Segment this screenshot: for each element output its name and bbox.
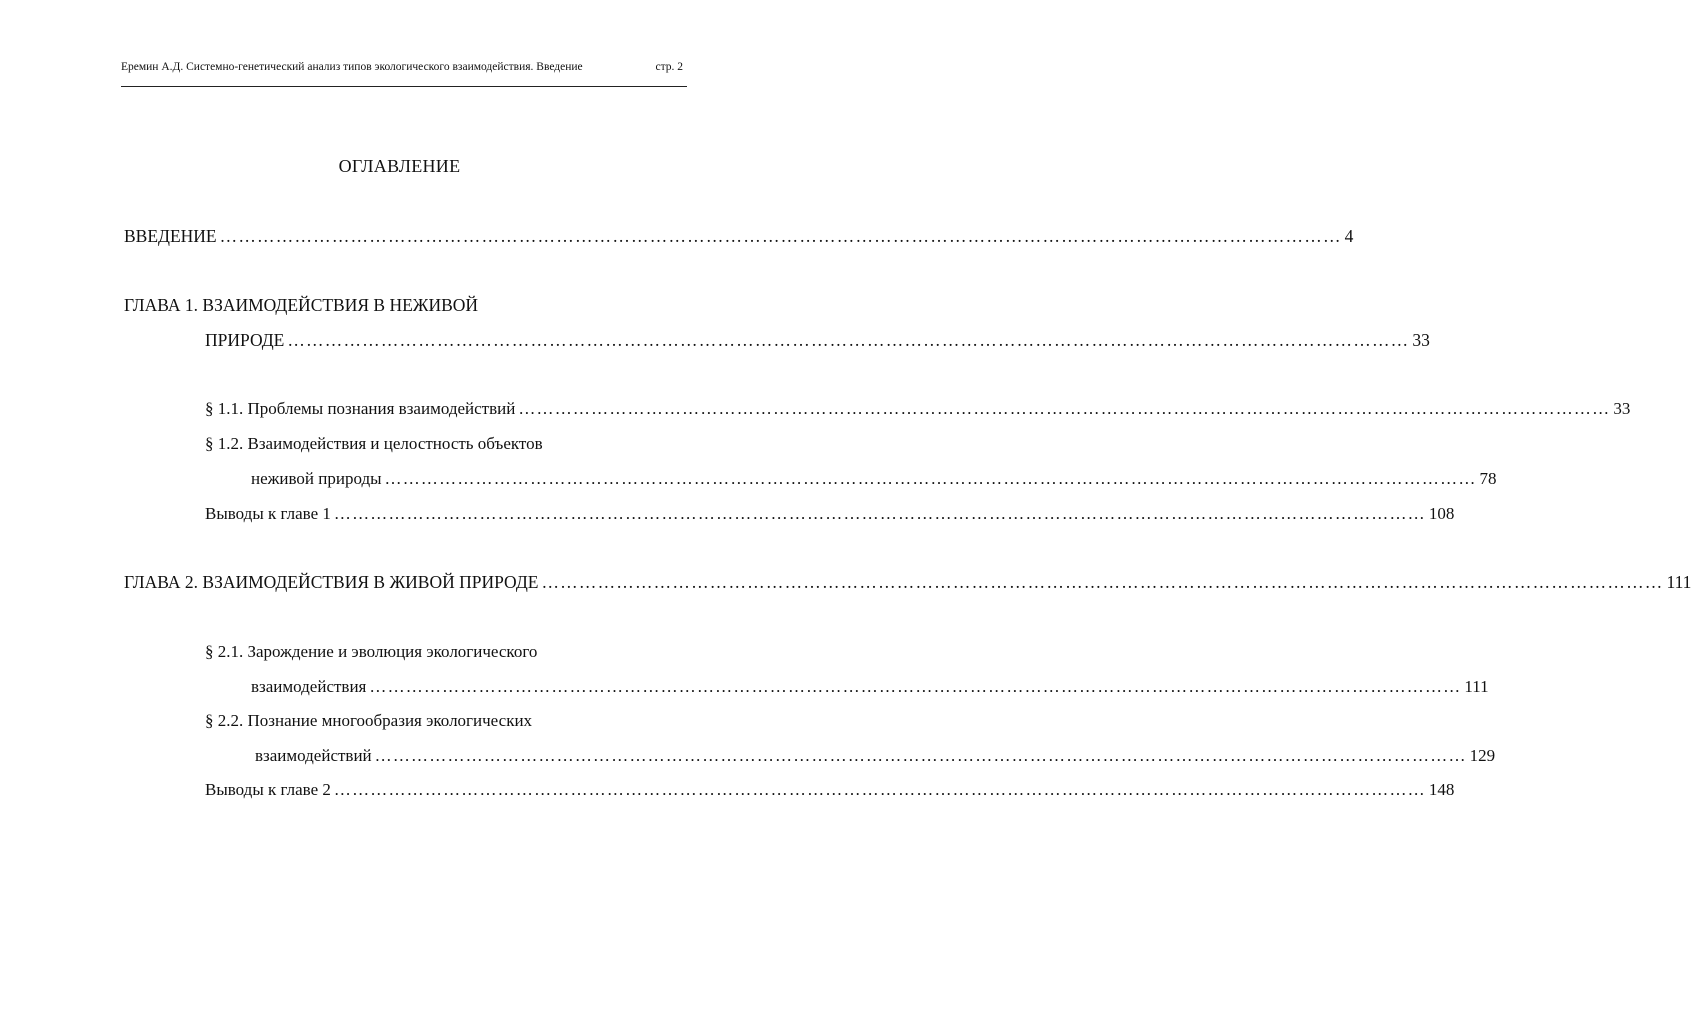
toc-entry-page: 129 <box>1469 746 1496 765</box>
toc-entry-chapter-2[interactable] <box>124 572 1691 592</box>
dot-leader: ……………………………………………………………………………………………………………………………………………………………… <box>287 330 1410 350</box>
toc-chapter-1-heading[interactable]: ГЛАВА 1. ВЗАИМОДЕЙСТВИЯ В НЕЖИВОЙ <box>124 295 479 315</box>
toc-section-2-2-heading[interactable]: § 2.2. Познание многообразия экологических <box>205 711 533 730</box>
toc-entry-page: 78 <box>1479 469 1497 488</box>
toc-entry-conclusions-1[interactable] <box>205 504 1455 524</box>
toc-entry-page: 33 <box>1412 330 1430 350</box>
toc-entry-label: ВВЕДЕНИЕ <box>124 226 217 246</box>
toc-entry-page: 108 <box>1428 504 1455 523</box>
toc-entry-label: неживой природы <box>251 469 382 488</box>
toc-entry-label: взаимодействий <box>255 746 372 765</box>
toc-entry-page: 4 <box>1344 226 1354 246</box>
toc-entry-section-2-1[interactable] <box>251 677 1489 697</box>
toc-entry-intro[interactable] <box>124 226 1354 246</box>
toc-entry-label: ПРИРОДЕ <box>205 330 285 350</box>
toc-entry-page: 111 <box>1464 677 1489 696</box>
toc-entry-section-2-2[interactable] <box>255 746 1496 766</box>
toc-section-1-2-heading[interactable]: § 1.2. Взаимодействия и целостность объектов <box>205 434 543 453</box>
toc-entry-label: § 1.1. Проблемы познания взаимодействий <box>205 399 516 418</box>
running-title: Еремин А.Д. Системно-генетический анализ типов экологического взаимодействия. Введение <box>121 61 583 73</box>
dot-leader: ……………………………………………………………………………………………………………………………………………………………… <box>369 677 1462 696</box>
toc-entry-page: 33 <box>1613 399 1631 418</box>
dot-leader: ……………………………………………………………………………………………………………………………………………………………… <box>333 504 1426 523</box>
header-rule <box>121 86 687 87</box>
toc-entry-page: 148 <box>1428 780 1455 799</box>
toc-section-2-1-heading[interactable]: § 2.1. Зарождение и эволюция экологического <box>205 642 538 661</box>
toc-entry-section-1-2[interactable] <box>251 469 1497 489</box>
dot-leader: ……………………………………………………………………………………………………………………………………………………………… <box>384 469 1477 488</box>
toc-title: ОГЛАВЛЕНИЕ <box>338 156 461 176</box>
dot-leader: ……………………………………………………………………………………………………………………………………………………………… <box>333 780 1426 799</box>
toc-entry-conclusions-2[interactable] <box>205 780 1455 800</box>
dot-leader: ……………………………………………………………………………………………………………………………………………………………… <box>219 226 1342 246</box>
dot-leader: ……………………………………………………………………………………………………………………………………………………………… <box>541 572 1664 592</box>
toc-entry-page: 111 <box>1666 572 1691 592</box>
dot-leader: ……………………………………………………………………………………………………………………………………………………………… <box>374 746 1467 765</box>
dot-leader: ……………………………………………………………………………………………………………………………………………………………… <box>518 399 1611 418</box>
toc-entry-chapter-1[interactable] <box>205 330 1430 350</box>
toc-entry-label: Выводы к главе 2 <box>205 780 331 799</box>
page-label: стр. 2 <box>655 61 683 73</box>
toc-entry-section-1-1[interactable] <box>205 399 1631 419</box>
running-header <box>121 61 683 73</box>
toc-entry-label: ГЛАВА 2. ВЗАИМОДЕЙСТВИЯ В ЖИВОЙ ПРИРОДЕ <box>124 572 539 592</box>
toc-entry-label: взаимодействия <box>251 677 367 696</box>
toc-entry-label: Выводы к главе 1 <box>205 504 331 523</box>
